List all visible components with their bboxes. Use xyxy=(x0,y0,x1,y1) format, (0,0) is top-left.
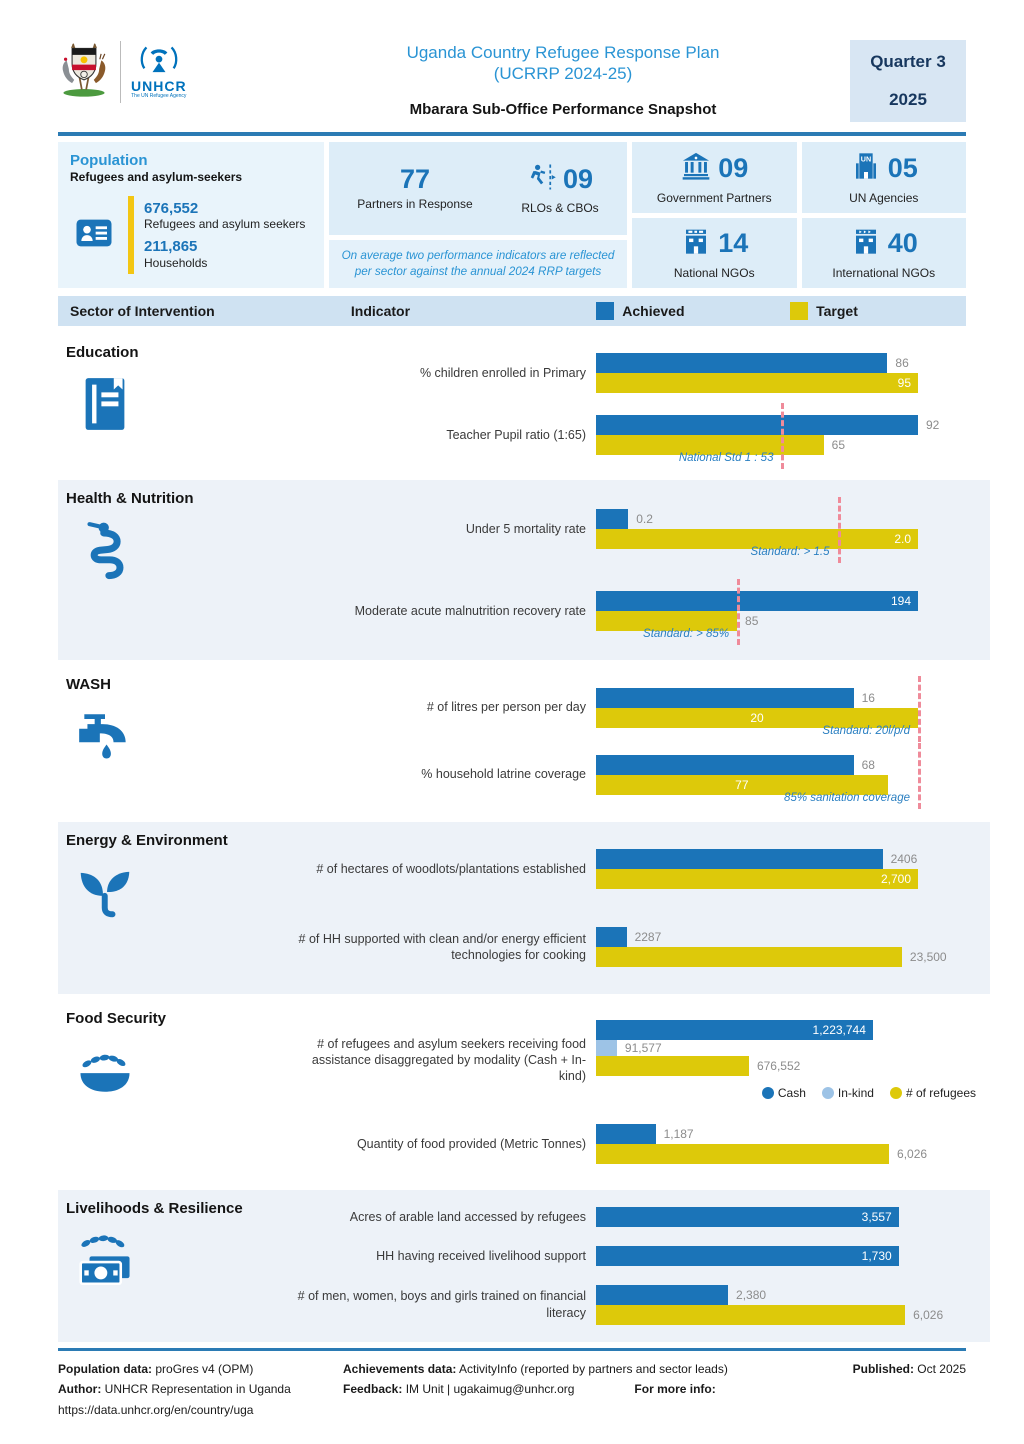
government-building-icon xyxy=(680,150,712,187)
bar-row xyxy=(596,415,990,435)
bar-row xyxy=(596,373,990,393)
bar-value-label: 2287 xyxy=(634,930,662,944)
rlos-label: RLOs & CBOs xyxy=(521,201,599,216)
bar-value-label: 2.0 xyxy=(894,532,911,546)
bar-row xyxy=(596,1040,990,1056)
population-panel xyxy=(58,142,324,288)
bar-value-label: 16 xyxy=(861,690,875,705)
sector-charts xyxy=(296,674,990,808)
wheat-money-icon xyxy=(66,1229,296,1296)
published-label: Published: xyxy=(852,1362,914,1376)
achieved-bar xyxy=(596,1285,728,1305)
bar-group xyxy=(596,353,990,393)
author-value: UNHCR Representation in Uganda xyxy=(104,1382,291,1397)
un-building-icon xyxy=(850,150,882,187)
bar-group xyxy=(596,1207,990,1227)
indicator-label: % children enrolled in Primary xyxy=(419,365,586,380)
sector-charts xyxy=(296,488,990,652)
achieved-bar xyxy=(596,755,854,775)
legend-dot xyxy=(822,1087,834,1099)
indicator-label: % household latrine coverage xyxy=(421,767,586,782)
indicator-chart xyxy=(296,509,990,558)
indicator-label: Moderate acute malnutrition recovery rate xyxy=(354,603,586,618)
sector-charts xyxy=(296,1008,990,1176)
achieved-bar xyxy=(596,688,854,708)
legend-label: Cash xyxy=(777,1086,806,1100)
bar-value-label: 1,223,744 xyxy=(812,1023,866,1037)
page-title-line2: (UCRRP 2024-25) xyxy=(493,64,633,84)
legend-achieved-label: Achieved xyxy=(622,303,685,319)
partner-type-grid xyxy=(632,142,966,288)
target-bar xyxy=(596,947,902,967)
international-ngos-stat xyxy=(802,218,967,289)
sector-title: Livelihoods & Resilience xyxy=(66,1200,243,1217)
indicator-label: # of hectares of woodlots/plantations established xyxy=(316,861,586,876)
achieved-bar xyxy=(596,1124,656,1144)
title-block xyxy=(276,40,850,118)
standard-line xyxy=(918,743,921,809)
author-label: Author: xyxy=(58,1382,102,1397)
standard-label: Standard: > 1.5 xyxy=(750,546,830,558)
indicator-chart xyxy=(296,688,990,737)
bar-row xyxy=(596,353,990,373)
indicator-label: # of litres per person per day xyxy=(426,700,586,715)
achieved-bar xyxy=(596,1246,899,1266)
section-wash xyxy=(58,666,990,816)
legend-item xyxy=(762,1086,806,1100)
indicator-label: Quantity of food provided (Metric Tonnes) xyxy=(356,1136,586,1151)
feedback-value: IM Unit | ugakaimug@unhcr.org xyxy=(405,1382,575,1397)
bar-group xyxy=(596,755,990,804)
bar-row xyxy=(596,1285,990,1305)
population-subtitle: Refugees and asylum-seekers xyxy=(70,170,243,184)
achieved-bar xyxy=(596,849,883,869)
bar-value-label: 2406 xyxy=(890,852,918,866)
bar-value-label: 1,730 xyxy=(861,1248,892,1263)
bar-row xyxy=(596,869,990,889)
plant-icon xyxy=(66,861,296,928)
government-partners-count: 09 xyxy=(718,152,749,183)
bar-row xyxy=(596,591,990,611)
indicator-label: Acres of arable land accessed by refugees xyxy=(349,1210,586,1225)
achieved-bar xyxy=(596,591,918,611)
target-bar xyxy=(596,869,918,889)
rlos-stat xyxy=(521,162,598,215)
indicator-chart xyxy=(296,1246,990,1266)
section-energy-environment xyxy=(58,822,990,994)
bar-value-label: 91,577 xyxy=(624,1041,662,1055)
rlos-count: 09 xyxy=(562,164,594,195)
bar-row xyxy=(596,688,990,708)
section-livelihoods-resilience xyxy=(58,1190,990,1342)
indicator-label: HH having received livelihood support xyxy=(376,1248,586,1263)
standard-line xyxy=(918,676,921,742)
bar-row xyxy=(596,1144,990,1164)
section-health-nutrition xyxy=(58,480,990,660)
bar-value-label: 6,026 xyxy=(913,1307,944,1322)
unhcr-logo-tagline: The UN Refugee Agency xyxy=(131,93,187,99)
un-agencies-label: UN Agencies xyxy=(849,190,919,205)
uganda-coat-of-arms-icon xyxy=(58,40,110,103)
achieved-bar xyxy=(596,927,627,947)
published-value: Oct 2025 xyxy=(917,1362,966,1376)
partners-label: Partners in Response xyxy=(357,197,473,212)
achieved-swatch xyxy=(596,302,614,320)
national-ngos-stat xyxy=(632,218,797,289)
methodology-note: On average two performance indicators are reflected per sector against the annual 2024 RRP targets xyxy=(329,240,627,288)
partners-stat xyxy=(357,166,472,211)
#-of-refugees-bar xyxy=(596,1056,749,1076)
bar-value-label: 194 xyxy=(890,594,911,608)
bar-row xyxy=(596,509,990,529)
bar-value-label: 86 xyxy=(895,356,909,370)
households-count: 211,865 xyxy=(144,238,198,255)
bar-row xyxy=(596,1124,990,1144)
standard-label: 85% sanitation coverage xyxy=(784,791,910,804)
indicator-chart xyxy=(296,1020,990,1100)
sector-header xyxy=(66,488,296,652)
bar-value-label: 92 xyxy=(926,418,940,432)
bar-value-label: 95 xyxy=(897,376,911,390)
info-band xyxy=(58,142,966,288)
bar-value-label: 20 xyxy=(750,710,764,725)
sector-header xyxy=(66,1008,296,1176)
table-header xyxy=(58,296,966,326)
legend-label: In-kind xyxy=(837,1086,874,1100)
standard-line xyxy=(781,403,784,469)
indicator-label: Under 5 mortality rate xyxy=(465,521,586,536)
standard-line xyxy=(838,497,841,563)
achieved-bar xyxy=(596,1207,899,1227)
food-bowl-icon xyxy=(66,1039,296,1106)
indicator-label: # of men, women, boys and girls trained on financial literacy xyxy=(297,1289,586,1320)
sector-header xyxy=(66,1198,296,1334)
sector-charts xyxy=(296,830,990,986)
page-subtitle: Mbarara Sub-Office Performance Snapshot xyxy=(409,100,717,118)
bar-value-label: 85 xyxy=(745,614,759,628)
population-data-label: Population data: xyxy=(58,1362,152,1376)
more-info-label: For more info: xyxy=(634,1382,716,1397)
target-bar xyxy=(596,1144,889,1164)
quarter-badge xyxy=(850,40,966,122)
indicator-label: # of refugees and asylum seekers receiving food assistance disaggregated by modality (Cash + In-kind) xyxy=(311,1036,586,1084)
unhcr-logo-icon xyxy=(131,43,187,100)
bar-group xyxy=(596,509,990,558)
standard-label: National Std 1 : 53 xyxy=(678,452,774,464)
bar-row xyxy=(596,1056,990,1076)
government-partners-stat xyxy=(632,142,797,213)
national-ngo-icon xyxy=(680,225,712,262)
bar-value-label: 3,557 xyxy=(861,1210,892,1225)
bar-row xyxy=(596,849,990,869)
runner-icon xyxy=(527,162,557,197)
partners-count: 77 xyxy=(399,164,431,195)
population-accent-bar xyxy=(128,196,134,274)
standard-label: Standard: > 85% xyxy=(643,628,730,640)
un-agencies-count: 05 xyxy=(887,152,918,183)
government-partners-label: Government Partners xyxy=(656,190,772,205)
bar-row xyxy=(596,1020,990,1040)
section-education xyxy=(58,334,990,474)
sector-title: Energy & Environment xyxy=(66,832,228,849)
bar-value-label: 2,700 xyxy=(880,872,911,886)
bar-value-label: 6,026 xyxy=(897,1147,928,1161)
indicator-chart xyxy=(296,849,990,889)
indicator-chart xyxy=(296,591,990,640)
target-bar xyxy=(596,1305,905,1325)
column-header-indicator: Indicator xyxy=(350,303,411,319)
bar-value-label: 68 xyxy=(861,757,875,772)
sector-title: WASH xyxy=(66,676,111,693)
year-label: 2025 xyxy=(889,90,927,109)
unhcr-logo-text: UNHCR xyxy=(131,78,187,94)
achieved-bar xyxy=(596,353,887,373)
bar-value-label: 2,380 xyxy=(736,1287,767,1302)
logo-block xyxy=(58,40,276,103)
indicator-chart xyxy=(296,755,990,804)
achievements-data-value: ActivityInfo (reported by partners and sector leads) xyxy=(459,1362,728,1376)
bar-group xyxy=(596,1285,990,1325)
target-bar xyxy=(596,373,918,393)
bar-group xyxy=(596,688,990,737)
refugees-count-label: Refugees and asylum seekers xyxy=(144,217,306,231)
international-ngo-icon xyxy=(850,225,882,262)
sector-charts xyxy=(296,342,990,466)
cash-bar xyxy=(596,1020,873,1040)
international-ngos-label: International NGOs xyxy=(832,266,936,281)
sector-header xyxy=(66,674,296,808)
indicator-label: Teacher Pupil ratio (1:65) xyxy=(446,427,586,442)
legend-label: # of refugees xyxy=(905,1086,976,1100)
book-icon xyxy=(66,373,296,440)
indicator-chart xyxy=(296,353,990,393)
sector-title: Education xyxy=(66,344,139,361)
header xyxy=(0,0,1024,122)
bar-group xyxy=(596,415,990,464)
footer-divider xyxy=(58,1348,966,1351)
bar-group xyxy=(596,849,990,889)
bar-value-label: 77 xyxy=(735,777,749,792)
legend-item xyxy=(890,1086,976,1100)
bar-group xyxy=(596,591,990,640)
bar-value-label: 23,500 xyxy=(909,950,947,964)
indicator-chart xyxy=(296,1285,990,1325)
international-ngos-count: 40 xyxy=(887,228,918,259)
bar-value-label: 1,187 xyxy=(663,1127,694,1141)
bar-group xyxy=(596,1246,990,1266)
refugees-count: 676,552 xyxy=(144,199,199,217)
achievements-data-label: Achievements data: xyxy=(343,1362,457,1376)
bar-value-label: 65 xyxy=(831,438,845,452)
bar-value-label: 0.2 xyxy=(636,512,653,526)
header-divider xyxy=(58,132,966,136)
national-ngos-count: 14 xyxy=(718,228,749,259)
in-kind-bar xyxy=(596,1040,617,1056)
svg-text:UN: UN xyxy=(860,154,871,164)
legend-target-label: Target xyxy=(816,303,858,319)
sector-title: Health & Nutrition xyxy=(66,490,194,507)
bar-row xyxy=(596,927,990,947)
un-agencies-stat xyxy=(802,142,967,213)
population-title: Population xyxy=(70,152,148,169)
section-food-security xyxy=(58,1000,990,1184)
water-tap-icon xyxy=(66,705,296,772)
data-portal-link[interactable]: https://data.unhcr.org/en/country/uga xyxy=(58,1402,254,1417)
sector-charts xyxy=(296,1198,990,1334)
bar-value-label: 676,552 xyxy=(756,1059,801,1073)
chart-legend xyxy=(596,1086,990,1100)
standard-label: Standard: 20l/p/d xyxy=(822,724,910,737)
id-card-icon xyxy=(70,213,118,258)
sector-header xyxy=(66,830,296,986)
indicator-label: # of HH supported with clean and/or energy efficient technologies for cooking xyxy=(298,931,586,962)
legend-item xyxy=(822,1086,874,1100)
sectors-container xyxy=(58,334,990,1342)
achieved-bar xyxy=(596,415,918,435)
bar-row xyxy=(596,947,990,967)
bar-group xyxy=(596,1020,990,1100)
partners-panel xyxy=(329,142,627,288)
target-swatch xyxy=(790,302,808,320)
population-data-value: proGres v4 (OPM) xyxy=(155,1362,254,1376)
indicator-chart xyxy=(296,1124,990,1164)
indicator-chart xyxy=(296,927,990,967)
quarter-label: Quarter 3 xyxy=(870,52,946,71)
national-ngos-label: National NGOs xyxy=(673,266,755,281)
sector-header xyxy=(66,342,296,466)
footer xyxy=(58,1359,966,1420)
page-title-line1: Uganda Country Refugee Response Plan xyxy=(406,43,720,62)
indicator-chart xyxy=(296,1207,990,1227)
bar-row xyxy=(596,1246,990,1266)
column-header-sector: Sector of Intervention xyxy=(70,303,215,319)
legend-dot xyxy=(890,1087,902,1099)
households-count-label: Households xyxy=(144,255,208,270)
legend-dot xyxy=(762,1087,774,1099)
bar-row xyxy=(596,755,990,775)
medical-snake-icon xyxy=(66,519,296,586)
bar-group xyxy=(596,1124,990,1164)
indicator-chart xyxy=(296,415,990,464)
feedback-label: Feedback: xyxy=(343,1382,403,1397)
bar-group xyxy=(596,927,990,967)
achieved-bar xyxy=(596,509,628,529)
logo-divider xyxy=(120,41,121,103)
bar-row xyxy=(596,1305,990,1325)
standard-line xyxy=(737,579,740,645)
bar-row xyxy=(596,1207,990,1227)
sector-title: Food Security xyxy=(66,1010,167,1027)
